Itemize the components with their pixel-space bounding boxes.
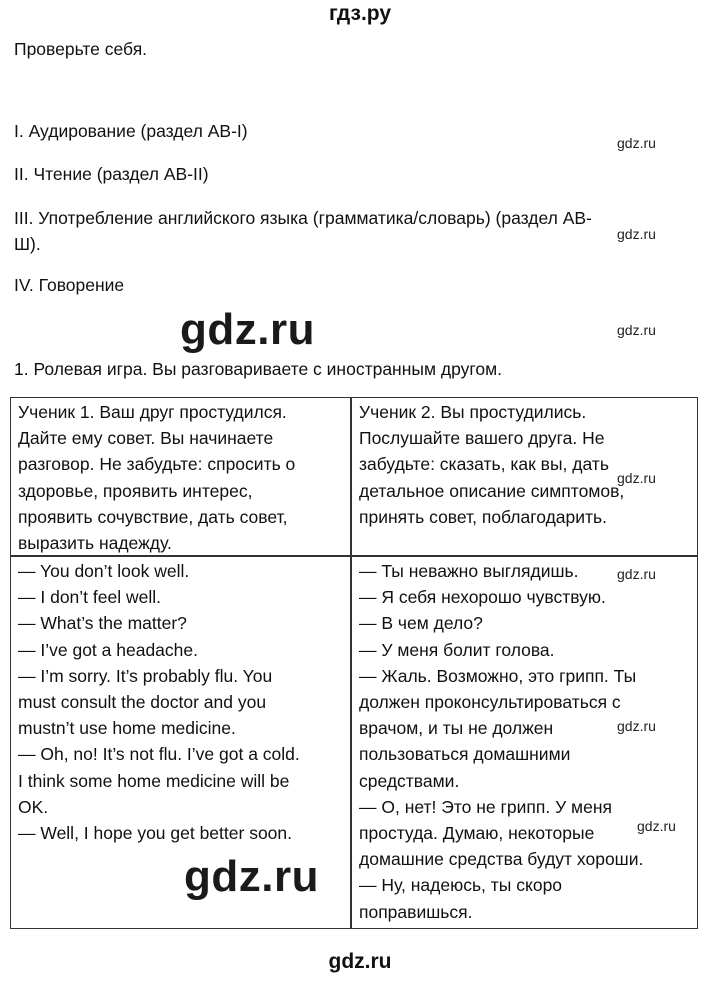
section-speaking: IV. Говорение [14, 275, 125, 295]
student-2-line: принять совет, поблагодарить. [359, 506, 608, 527]
dialogue-english-line: — I’ve got a headache. [18, 639, 198, 660]
dialogue-russian-line: — Ну, надеюсь, ты скоро [359, 875, 563, 896]
watermark-small: gdz.ru [617, 322, 656, 338]
dialogue-english-line: must consult the doctor and you [18, 692, 267, 713]
student-2-line: забудьте: сказать, как вы, дать [359, 454, 609, 475]
student-2-line: Послушайте вашего друга. Не [359, 428, 605, 449]
dialogue-english-line: — What’s the matter? [18, 613, 187, 634]
watermark-small: gdz.ru [617, 226, 656, 242]
dialogue-russian-line: домашние средства будут хороши. [359, 849, 644, 870]
watermark-small: gdz.ru [617, 135, 656, 151]
watermark-small: gdz.ru [617, 566, 656, 582]
page-title: Проверьте себя. [14, 39, 148, 59]
dialogue-english-line: — I don’t feel well. [18, 587, 161, 608]
dialogue-russian-line: должен проконсультироваться с [359, 692, 621, 713]
dialogue-russian-line: врачом, и ты не должен [359, 718, 554, 739]
student-1-line: разговор. Не забудьте: спросить о [18, 454, 296, 475]
section-grammar-line-2: Ш). [14, 234, 41, 254]
watermark-small: gdz.ru [617, 718, 656, 734]
dialogue-english [11, 557, 350, 846]
dialogue-russian [352, 557, 697, 925]
dialogue-english-line: — I’m sorry. It’s probably flu. You [18, 665, 273, 686]
student-1-instructions [11, 398, 350, 556]
dialogue-russian-line: — У меня болит голова. [359, 639, 555, 660]
watermark-large: gdz.ru [180, 305, 315, 354]
dialogue-russian-line: — Ты неважно выглядишь. [359, 561, 579, 581]
dialogue-russian-line: поправишься. [359, 901, 473, 922]
student-1-line: здоровье, проявить интерес, [18, 480, 253, 501]
student-1-line: выразить надежду. [18, 533, 172, 554]
section-grammar [14, 205, 592, 257]
dialogue-english-line: — Oh, no! It’s not flu. I’ve got a cold. [18, 744, 300, 765]
section-reading: II. Чтение (раздел АВ-II) [14, 164, 209, 184]
site-footer: gdz.ru [328, 950, 392, 973]
section-listening: I. Аудирование (раздел АВ-I) [14, 121, 248, 141]
dialogue-russian-line: пользоваться домашними [359, 744, 571, 765]
watermark-large: gdz.ru [184, 852, 319, 901]
task-title: 1. Ролевая игра. Вы разговариваете с иностранным другом. [14, 359, 502, 379]
dialogue-english-line: I think some home medicine will be [18, 770, 290, 791]
student-2-line: детальное описание симптомов, [359, 480, 625, 501]
student-2-line: Ученик 2. Вы простудились. [359, 402, 587, 422]
dialogue-english-line: OK. [18, 796, 49, 817]
dialogue-russian-line: — О, нет! Это не грипп. У меня [359, 796, 612, 817]
site-header: гдз.ру [328, 2, 392, 25]
dialogue-russian-line: — Я себя нехорошо чувствую. [359, 587, 606, 608]
student-1-line: Дайте ему совет. Вы начинаете [18, 428, 274, 449]
student-1-line: проявить сочувствие, дать совет, [18, 506, 288, 527]
dialogue-english-line: mustn’t use home medicine. [18, 718, 236, 739]
dialogue-russian-line: — В чем дело? [359, 613, 483, 634]
section-grammar-line-1: III. Употребление английского языка (грамматика/словарь) (раздел АВ- [14, 208, 592, 228]
student-1-line: Ученик 1. Ваш друг простудился. [18, 402, 287, 422]
dialogue-russian-line: — Жаль. Возможно, это грипп. Ты [359, 665, 637, 686]
watermark-small: gdz.ru [637, 818, 676, 834]
student-2-instructions [352, 398, 697, 530]
dialogue-russian-line: простуда. Думаю, некоторые [359, 823, 595, 844]
dialogue-english-line: — Well, I hope you get better soon. [18, 823, 293, 844]
roleplay-table [10, 397, 698, 929]
dialogue-english-line: — You don’t look well. [18, 561, 190, 581]
dialogue-russian-line: средствами. [359, 770, 460, 791]
watermark-small: gdz.ru [617, 470, 656, 486]
